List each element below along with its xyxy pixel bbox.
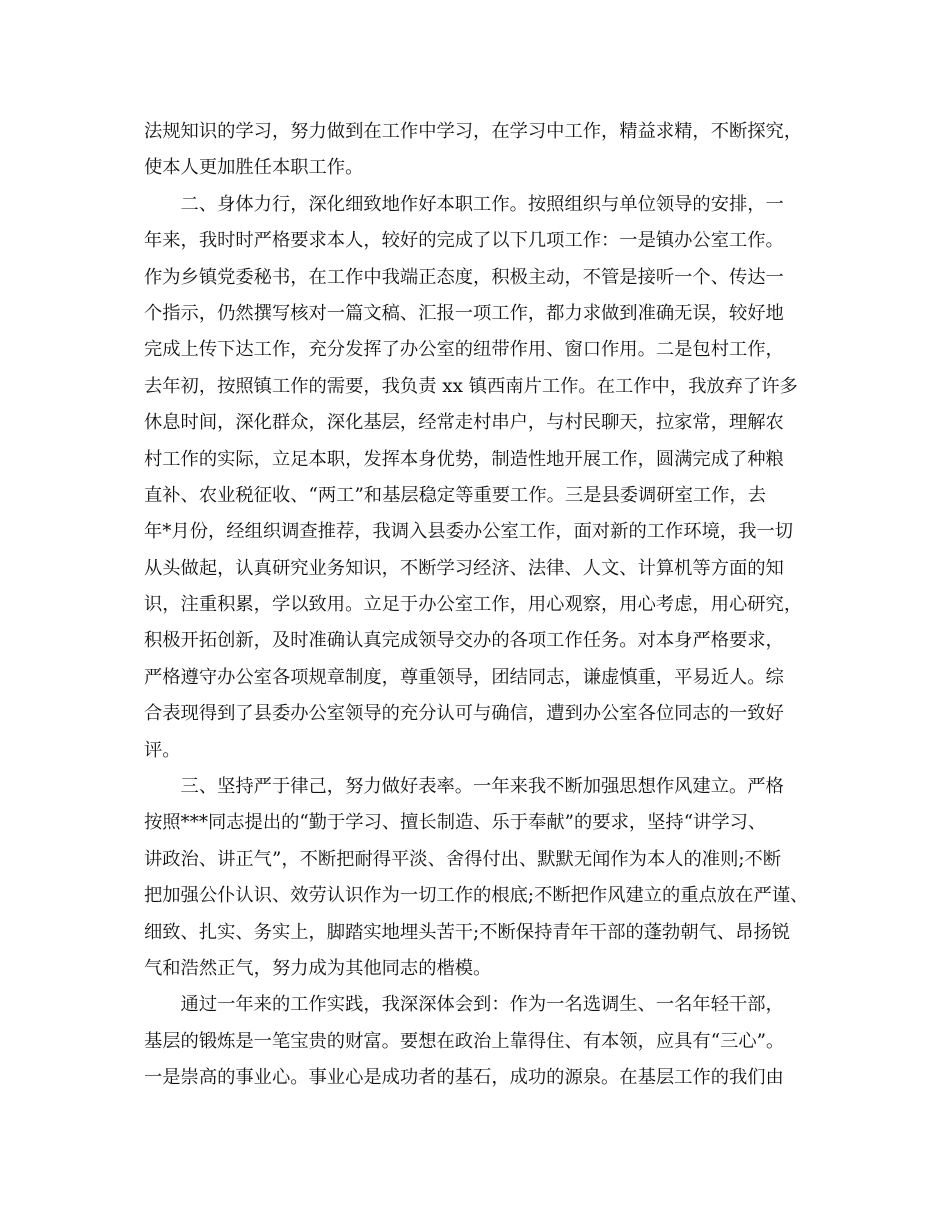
text-line: 直补、农业税征收、“两工”和基层稳定等重要工作。三是县委调研室工作，去: [144, 484, 766, 506]
text-line: 作为乡镇党委秘书，在工作中我端正态度，积极主动，不管是接听一个、传达一: [144, 266, 784, 288]
text-line: 把加强公仆认识、效劳认识作为一切工作的根底;不断把作风建立的重点放在严谨、: [144, 885, 809, 907]
text-line: 讲政治、讲正气”，不断把耐得平淡、舍得付出、默默无闻作为本人的准则;不断: [144, 848, 782, 870]
text-line: 识，注重积累，学以致用。立足于办公室工作，用心观察，用心考虑，用心研究，: [144, 594, 803, 616]
text-line: 一是崇高的事业心。事业心是成功者的基石，成功的源泉。在基层工作的我们由: [144, 1067, 784, 1089]
text-line: 评。: [144, 739, 181, 761]
text-line: 基层的锻炼是一笔宝贵的财富。要想在政治上靠得住、有本领，应具有“三心”。: [144, 1030, 785, 1052]
text-line: 按照***同志提出的“勤于学习、擅长制造、乐于奉献”的要求，坚持“讲学习、: [144, 812, 767, 834]
body-text: [144, 114, 834, 1097]
text-line: 年来，我时时严格要求本人，较好的完成了以下几项工作：一是镇办公室工作。: [144, 230, 784, 252]
text-line: 三、坚持严于律己，努力做好表率。一年来我不断加强思想作风建立。严格: [144, 776, 784, 798]
text-line: 完成上传下达工作，充分发挥了办公室的纽带作用、窗口作用。二是包村工作，: [144, 339, 784, 361]
text-line: 休息时间，深化群众，深化基层，经常走村串户，与村民聊天，拉家常，理解农: [144, 412, 784, 434]
text-line: 个指示，仍然撰写核对一篇文稿、汇报一项工作，都力求做到准确无误，较好地: [144, 302, 784, 324]
text-line: 通过一年来的工作实践，我深深体会到：作为一名选调生、一名年轻干部，: [144, 994, 784, 1016]
text-line: 积极开拓创新，及时准确认真完成领导交办的各项工作任务。对本身严格要求，: [144, 630, 784, 652]
text-line: 气和浩然正气，努力成为其他同志的楷模。: [144, 957, 492, 979]
text-line: 年*月份，经组织调查推荐，我调入县委办公室工作，面对新的工作环境，我一切: [144, 521, 793, 543]
text-line: 细致、扎实、务实上，脚踏实地埋头苦干;不断保持青年干部的蓬勃朝气、昂扬锐: [144, 921, 791, 943]
text-line: 法规知识的学习，努力做到在工作中学习，在学习中工作，精益求精，不断探究，: [144, 121, 803, 142]
text-line: 严格遵守办公室各项规章制度，尊重领导，团结同志，谦虚慎重，平易近人。综: [144, 666, 784, 688]
text-line: 使本人更加胜任本职工作。: [144, 157, 364, 179]
text-line: 二、身体力行，深化细致地作好本职工作。按照组织与单位领导的安排，一: [144, 193, 784, 215]
text-line: 村工作的实际，立足本职，发挥本身优势，制造性地开展工作，圆满完成了种粮: [144, 448, 784, 470]
text-line: 从头做起，认真研究业务知识，不断学习经济、法律、人文、计算机等方面的知: [144, 557, 784, 579]
text-line: 合表现得到了县委办公室领导的充分认可与确信，遭到办公室各位同志的一致好: [144, 703, 784, 725]
text-line: 去年初，按照镇工作的需要，我负责 xx 镇西南片工作。在工作中，我放弃了许多: [144, 375, 798, 397]
